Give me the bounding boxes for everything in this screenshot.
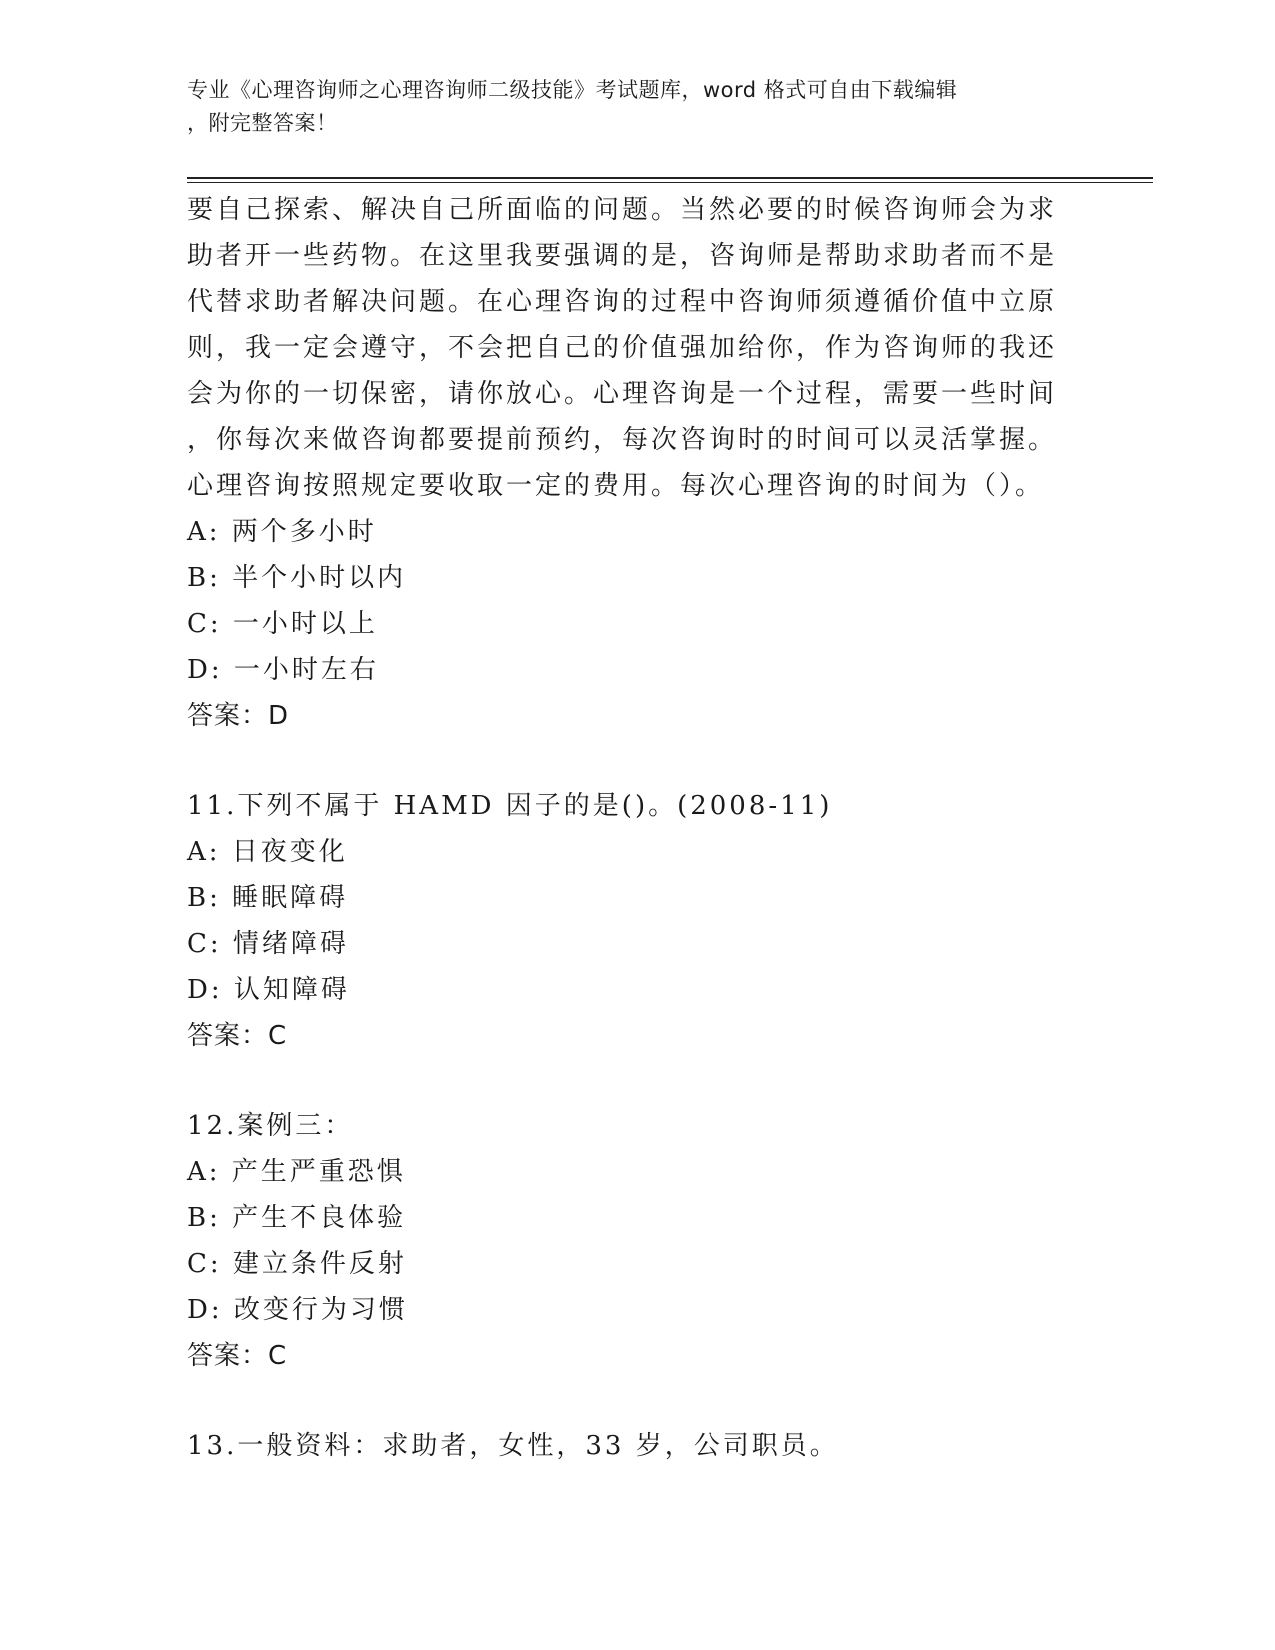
question-stem: 13.一般资料：求助者，女性，33 岁，公司职员。 bbox=[187, 1431, 839, 1461]
option-c: C: 一小时以上 bbox=[187, 609, 378, 639]
passage-line: 心理咨询按照规定要收取一定的费用。每次心理咨询的时间为（）。 bbox=[187, 471, 1045, 501]
passage-line: 代替求助者解决问题。在心理咨询的过程中咨询师须遵循价值中立原 bbox=[187, 287, 1058, 317]
answer-label: 答案：C bbox=[187, 1341, 288, 1371]
question-stem: 11.下列不属于 HAMD 因子的是()。(2008-11) bbox=[187, 791, 833, 821]
option-b: B: 半个小时以内 bbox=[187, 563, 407, 593]
option-c: C: 建立条件反射 bbox=[187, 1249, 407, 1279]
passage-line: 则，我一定会遵守，不会把自己的价值强加给你，作为咨询师的我还 bbox=[187, 333, 1058, 363]
option-b: B: 睡眠障碍 bbox=[187, 883, 349, 913]
answer-label: 答案：D bbox=[187, 701, 290, 731]
document-body bbox=[187, 187, 1067, 1469]
header-divider-thin bbox=[187, 182, 1153, 183]
header-line-1: 专业《心理咨询师之心理咨询师二级技能》考试题库，word 格式可自由下载编辑 bbox=[187, 78, 958, 102]
answer-label: 答案：C bbox=[187, 1021, 288, 1051]
question-11 bbox=[187, 783, 1067, 1059]
document-header bbox=[187, 74, 1067, 140]
question-stem: 12.案例三： bbox=[187, 1111, 354, 1141]
option-a: A: 产生严重恐惧 bbox=[187, 1157, 406, 1187]
passage-line: 会为你的一切保密，请你放心。心理咨询是一个过程，需要一些时间 bbox=[187, 379, 1058, 409]
header-line-2: ，附完整答案！ bbox=[187, 111, 338, 135]
option-d: D: 一小时左右 bbox=[187, 655, 379, 685]
option-a: A: 两个多小时 bbox=[187, 517, 377, 547]
option-c: C: 情绪障碍 bbox=[187, 929, 349, 959]
header-divider-thick bbox=[187, 177, 1153, 179]
passage-line: 要自己探索、解决自己所面临的问题。当然必要的时候咨询师会为求 bbox=[187, 195, 1058, 225]
option-d: D: 改变行为习惯 bbox=[187, 1295, 408, 1325]
option-a: A: 日夜变化 bbox=[187, 837, 348, 867]
option-d: D: 认知障碍 bbox=[187, 975, 350, 1005]
passage-line: ，你每次来做咨询都要提前预约，每次咨询时的时间可以灵活掌握。 bbox=[187, 425, 1058, 455]
option-b: B: 产生不良体验 bbox=[187, 1203, 407, 1233]
passage-line: 助者开一些药物。在这里我要强调的是，咨询师是帮助求助者而不是 bbox=[187, 241, 1058, 271]
passage-block bbox=[187, 187, 1067, 739]
question-13 bbox=[187, 1423, 1067, 1469]
question-12 bbox=[187, 1103, 1067, 1379]
